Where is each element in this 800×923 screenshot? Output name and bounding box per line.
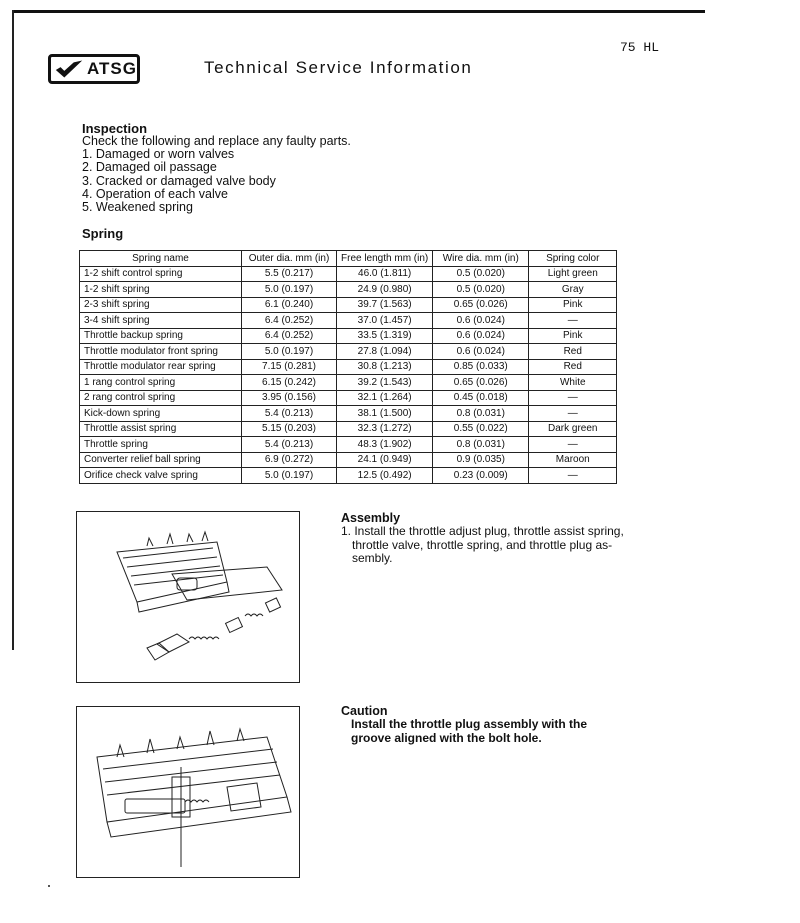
table-cell: — [529,437,617,453]
inspection-item: 3. Cracked or damaged valve body [82,173,276,188]
table-cell: 3.95 (0.156) [242,390,337,406]
checkmark-icon [53,58,85,80]
spring-name-cell: Throttle backup spring [80,328,242,344]
table-cell: 0.6 (0.024) [433,344,529,360]
caution-line: Install the throttle plug assembly with the [351,717,588,731]
table-cell: 5.4 (0.213) [242,437,337,453]
table-cell: Light green [529,266,617,282]
table-cell: 0.23 (0.009) [433,468,529,484]
table-cell: 5.0 (0.197) [242,282,337,298]
spring-heading: Spring [82,226,124,241]
table-row [80,359,617,375]
table-cell: 6.9 (0.272) [242,452,337,468]
table-cell: 0.85 (0.033) [433,359,529,375]
spring-name-cell: Throttle modulator front spring [80,344,242,360]
caution-heading: Caution [341,704,388,718]
table-cell: 48.3 (1.902) [337,437,433,453]
logo-text: ATSG [87,59,137,78]
column-header: Outer dia. mm (in) [242,251,337,267]
table-cell: 12.5 (0.492) [337,468,433,484]
table-cell: 37.0 (1.457) [337,313,433,329]
spring-name-cell: Orifice check valve spring [80,468,242,484]
table-row [80,468,617,484]
spring-name-cell: 2 rang control spring [80,390,242,406]
table-cell: Dark green [529,421,617,437]
table-cell: 5.0 (0.197) [242,468,337,484]
spring-name-cell: Kick-down spring [80,406,242,422]
table-cell: 24.1 (0.949) [337,452,433,468]
spring-name-cell: 3-4 shift spring [80,313,242,329]
table-header-row [80,251,617,267]
caution-text [351,718,587,745]
table-cell: 5.15 (0.203) [242,421,337,437]
valve-body-drawing [77,512,300,683]
table-cell: White [529,375,617,391]
throttle-plug-installation-figure [76,706,300,878]
table-cell: 5.4 (0.213) [242,406,337,422]
spring-name-cell: 2-3 shift spring [80,297,242,313]
table-cell: 0.6 (0.024) [433,313,529,329]
spring-name-cell: 1 rang control spring [80,375,242,391]
inspection-item: 5. Weakened spring [82,200,193,215]
table-cell: 0.45 (0.018) [433,390,529,406]
table-row [80,421,617,437]
column-header: Spring name [80,251,242,267]
table-row [80,452,617,468]
throttle-valve-exploded-figure [76,511,300,683]
table-cell: 0.65 (0.026) [433,375,529,391]
table-row [80,406,617,422]
table-row [80,266,617,282]
table-cell: Maroon [529,452,617,468]
table-cell: 0.6 (0.024) [433,328,529,344]
table-row [80,437,617,453]
assembly-heading: Assembly [341,511,401,525]
table-cell: 6.1 (0.240) [242,297,337,313]
table-cell: 0.5 (0.020) [433,266,529,282]
inspection-item: 2. Damaged oil passage [82,160,217,175]
table-cell: — [529,313,617,329]
inspection-heading: Inspection [82,121,148,136]
top-rule [12,10,705,13]
table-cell: Pink [529,297,617,313]
table-cell: 39.2 (1.543) [337,375,433,391]
spring-name-cell: Throttle spring [80,437,242,453]
table-cell: 30.8 (1.213) [337,359,433,375]
spring-name-cell: Throttle modulator rear spring [80,359,242,375]
table-cell: 6.15 (0.242) [242,375,337,391]
valve-body-installed-drawing [77,707,300,878]
caution-line: groove aligned with the bolt hole. [351,730,542,745]
table-row [80,390,617,406]
table-cell: 5.0 (0.197) [242,344,337,360]
spring-name-cell: Throttle assist spring [80,421,242,437]
page-number: 75 HL [620,40,660,55]
table-cell: 0.8 (0.031) [433,437,529,453]
inspection-list [82,135,351,214]
assembly-line: sembly. [352,551,393,565]
table-cell: 5.5 (0.217) [242,266,337,282]
inspection-intro: Check the following and replace any faulty parts. [82,134,351,148]
table-cell: 38.1 (1.500) [337,406,433,422]
page-title: Technical Service Information [204,58,473,77]
assembly-text [341,525,624,566]
inspection-item: 1. Damaged or worn valves [82,147,235,162]
scan-speck [48,885,50,887]
assembly-line: throttle valve, throttle spring, and throttle plug as- [352,537,613,552]
table-cell: 0.9 (0.035) [433,452,529,468]
table-cell: 0.5 (0.020) [433,282,529,298]
table-cell: Pink [529,328,617,344]
table-cell: 6.4 (0.252) [242,313,337,329]
table-cell: 6.4 (0.252) [242,328,337,344]
table-cell: — [529,406,617,422]
column-header: Spring color [529,251,617,267]
table-cell: 7.15 (0.281) [242,359,337,375]
spring-table [79,250,617,484]
spring-name-cell: 1-2 shift control spring [80,266,242,282]
table-cell: 0.55 (0.022) [433,421,529,437]
table-cell: — [529,390,617,406]
table-cell: Red [529,344,617,360]
spring-name-cell: 1-2 shift spring [80,282,242,298]
atsg-logo [48,54,140,84]
column-header: Free length mm (in) [337,251,433,267]
table-cell: 33.5 (1.319) [337,328,433,344]
left-rule [12,10,14,650]
table-cell: Gray [529,282,617,298]
table-cell: — [529,468,617,484]
spring-name-cell: Converter relief ball spring [80,452,242,468]
table-row [80,375,617,391]
table-row [80,344,617,360]
table-cell: 46.0 (1.811) [337,266,433,282]
inspection-item: 4. Operation of each valve [82,186,228,201]
table-cell: 27.8 (1.094) [337,344,433,360]
table-row [80,297,617,313]
column-header: Wire dia. mm (in) [433,251,529,267]
table-row [80,282,617,298]
table-cell: 32.1 (1.264) [337,390,433,406]
table-cell: 32.3 (1.272) [337,421,433,437]
table-cell: 39.7 (1.563) [337,297,433,313]
table-cell: 24.9 (0.980) [337,282,433,298]
assembly-line: 1. Install the throttle adjust plug, throttle assist spring, [341,524,624,538]
table-row [80,328,617,344]
table-cell: 0.65 (0.026) [433,297,529,313]
table-cell: 0.8 (0.031) [433,406,529,422]
table-cell: Red [529,359,617,375]
table-row [80,313,617,329]
